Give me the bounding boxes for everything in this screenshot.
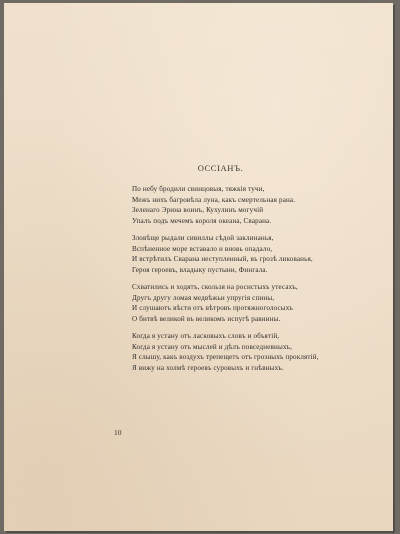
poem-line: Упалъ подъ мечемъ короля океана, Сварана. [132, 216, 272, 225]
poem-line: Я слышу, какъ воздухъ трепещетъ отъ грозныхъ проклятій, [132, 353, 319, 361]
poem-line: Другъ другу ломая медвѣжьи упругія спины, [132, 293, 275, 302]
poem-line: Межъ нихъ багровѣла луна, какъ смертельная рана. [132, 195, 296, 204]
stanza-2 [132, 233, 387, 275]
poem-line: О битвѣ великой въ великомъ испугѣ равнины. [132, 314, 281, 323]
poem-line: Вспѣненное море вставало и вновь опадало, [132, 244, 273, 253]
stanza-4 [132, 331, 387, 373]
poem-line: И встрѣтилъ Сварана неступленный, въ грозѣ ликованья, [132, 255, 313, 263]
poem-line: Когда я устану отъ мыслей и дѣлъ повседневныхъ, [132, 342, 293, 351]
poem-line: Героя героевъ, владыку пустыни, Фингала. [132, 265, 268, 274]
poem-line: Я вижу на холмѣ героевъ суровыхъ и гнѣвныхъ. [132, 363, 284, 372]
poem-line: По небу бродили свинцовыя, тяжкія тучи, [132, 185, 265, 193]
poem-line: Схватились и ходятъ, скользя на росистыхъ утесахъ, [132, 283, 298, 291]
stanza-3 [132, 282, 387, 324]
poem-line: И слушаютъ вѣсти отъ вѣтровъ протяжноголосыхъ [132, 304, 293, 312]
poem-body [132, 184, 387, 380]
book-page [4, 3, 393, 531]
poem-line: Зловѣще рыдали сивиллы сѣдой заклинанья, [132, 234, 274, 242]
stanza-1 [132, 184, 387, 226]
poem-line: Когда я устану отъ ласковыхъ словъ и объятій, [132, 332, 280, 340]
poem-title: ОССІАНЪ. [197, 163, 244, 173]
poem-line: Зеленаго Эрина воинъ, Кухулинъ могучій [132, 206, 264, 214]
page-number: 10 [114, 428, 122, 437]
